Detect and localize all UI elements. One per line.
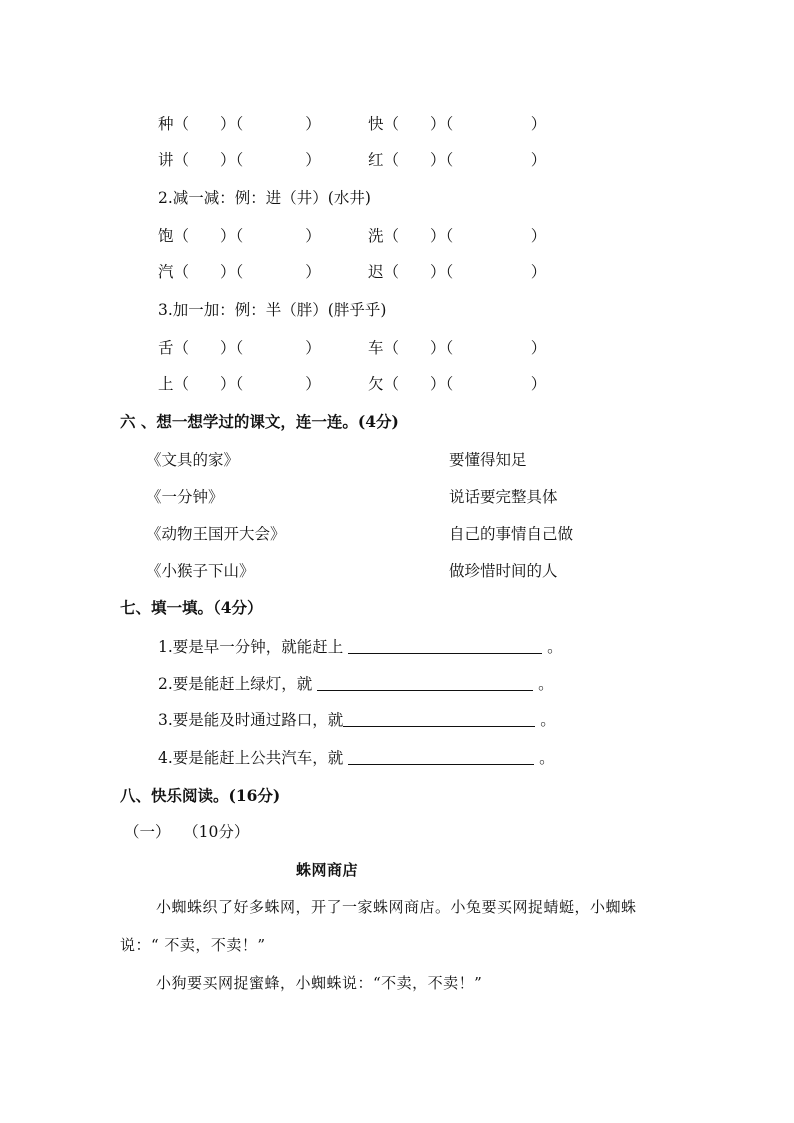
- section7-title: 七、填一填。（4分）: [120, 598, 263, 617]
- moral-item[interactable]: 自己的事情自己做: [449, 525, 574, 543]
- text-title-item[interactable]: 《一分钟》: [146, 488, 224, 506]
- char-row-left: 种（ ）（ ）: [158, 115, 321, 133]
- fill-item-1: [158, 637, 563, 657]
- answer-blank[interactable]: [348, 637, 542, 654]
- story-line: 说：“ 不卖，不卖！”: [120, 936, 266, 954]
- fill-item-4: [158, 748, 555, 768]
- moral-item[interactable]: 要懂得知足: [449, 451, 527, 469]
- text-title-item[interactable]: 《文具的家》: [146, 451, 240, 469]
- answer-blank[interactable]: [348, 748, 534, 765]
- char-row-left: 上（ ）（ ）: [158, 375, 321, 393]
- section8-title: 八、快乐阅读。(16分): [120, 786, 281, 805]
- moral-item[interactable]: 说话要完整具体: [449, 488, 558, 506]
- fill-item-text: 4.要是能赶上公共汽车，就: [158, 749, 349, 767]
- fill-item-end: 。: [547, 638, 563, 656]
- q3-instruction: 3.加一加：例：半（胖）(胖乎乎): [158, 301, 387, 319]
- story-line: 小狗要买网捉蜜蜂，小蜘蛛说：“不卖，不卖！”: [156, 974, 483, 992]
- char-row-left: 饱（ ）（ ）: [158, 227, 321, 245]
- story-title: 蛛网商店: [296, 861, 359, 879]
- fill-item-end: 。: [540, 711, 556, 729]
- char-row-left: 汽（ ）（ ）: [158, 263, 321, 281]
- char-row-right: 快（ ）（ ）: [368, 115, 547, 133]
- char-row-right: 欠（ ）（ ）: [368, 375, 547, 393]
- fill-item-2: [158, 674, 554, 694]
- answer-blank[interactable]: [317, 674, 533, 691]
- fill-item-text: 3.要是能及时通过路口，就: [158, 711, 344, 729]
- char-row-right: 红（ ）（ ）: [368, 151, 547, 169]
- answer-blank[interactable]: [343, 710, 535, 727]
- fill-item-text: 2.要是能赶上绿灯，就: [158, 675, 318, 693]
- fill-item-end: 。: [538, 675, 554, 693]
- char-row-right: 洗（ ）（ ）: [368, 227, 547, 245]
- moral-item[interactable]: 做珍惜时间的人: [449, 562, 558, 580]
- char-row-left: 讲（ ）（ ）: [158, 151, 321, 169]
- char-row-right: 迟（ ）（ ）: [368, 263, 547, 281]
- story-line: 小蜘蛛织了好多蛛网，开了一家蛛网商店。小兔要买网捉蜻蜓，小蜘蛛: [156, 898, 637, 916]
- section6-title: 六 、想一想学过的课文，连一连。(4分): [120, 412, 399, 431]
- fill-item-end: 。: [539, 749, 555, 767]
- text-title-item[interactable]: 《小猴子下山》: [146, 562, 255, 580]
- q2-instruction: 2.减一减：例：进（井）(水井): [158, 189, 371, 207]
- char-row-right: 车（ ）（ ）: [368, 339, 547, 357]
- reading-part-label: （一） （10分）: [124, 823, 250, 841]
- fill-item-3: [158, 710, 556, 730]
- char-row-left: 舌（ ）（ ）: [158, 339, 321, 357]
- text-title-item[interactable]: 《动物王国开大会》: [146, 525, 286, 543]
- fill-item-text: 1.要是早一分钟，就能赶上: [158, 638, 349, 656]
